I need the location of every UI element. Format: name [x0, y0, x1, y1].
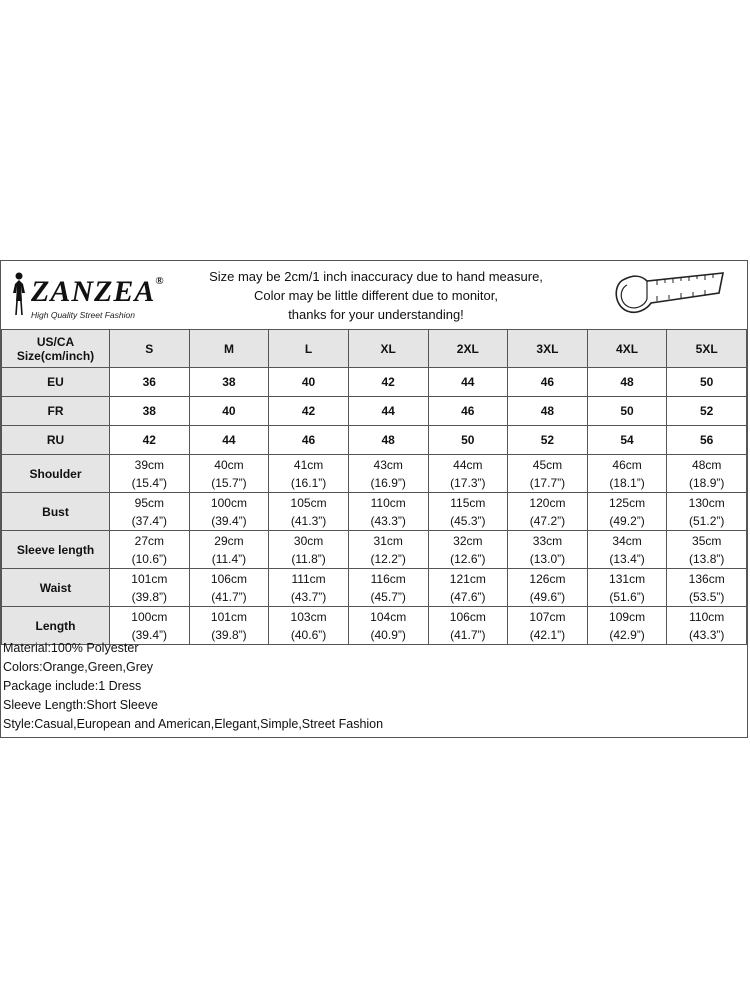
table-row — [2, 493, 747, 531]
cm-value: 130cm — [688, 495, 725, 510]
row-header-cell: EU — [2, 368, 110, 397]
inch-value: (53.5”) — [689, 589, 725, 604]
table-cell — [348, 531, 428, 569]
table-cell: 42 — [110, 426, 190, 455]
cm-value: 41cm — [293, 457, 324, 472]
table-cell — [508, 531, 588, 569]
notice-line: thanks for your understanding! — [288, 307, 464, 322]
inch-value: (17.7”) — [529, 475, 566, 490]
table-cell — [667, 607, 747, 645]
table-row — [2, 569, 747, 607]
table-cell: 44 — [348, 397, 428, 426]
row-header-cell: FR — [2, 397, 110, 426]
cm-value: 101cm — [210, 609, 247, 624]
brand-tagline: High Quality Street Fashion — [31, 310, 135, 320]
inch-value: (41.7”) — [450, 627, 486, 642]
size-header-cell: L — [269, 330, 349, 368]
brand-logo — [9, 271, 165, 320]
cm-value: 43cm — [373, 457, 403, 472]
inch-value: (15.4”) — [131, 475, 167, 490]
table-cell — [269, 493, 349, 531]
inch-value: (49.2”) — [609, 513, 645, 528]
cm-value: 40cm — [214, 457, 244, 472]
cm-value: 32cm — [453, 533, 483, 548]
inch-value: (12.6”) — [450, 551, 486, 566]
cm-value: 27cm — [134, 533, 164, 548]
cm-value: 107cm — [529, 609, 566, 624]
cm-value: 100cm — [210, 495, 247, 510]
table-cell — [269, 531, 349, 569]
inch-value: (42.1”) — [529, 627, 566, 642]
row-header-cell: Sleeve length — [2, 531, 110, 569]
table-cell — [667, 531, 747, 569]
table-cell: 48 — [508, 397, 588, 426]
inch-value: (15.7”) — [211, 475, 247, 490]
table-cell — [110, 531, 190, 569]
table-cell: 48 — [348, 426, 428, 455]
table-cell: 44 — [189, 426, 269, 455]
cm-value: 100cm — [131, 609, 168, 624]
inch-value: (45.3”) — [450, 513, 486, 528]
table-cell — [348, 455, 428, 493]
inch-value: (47.2”) — [529, 513, 566, 528]
table-cell — [428, 607, 508, 645]
measuring-tape-icon — [607, 265, 727, 325]
corner-label: US/CA — [36, 334, 75, 349]
table-cell — [110, 493, 190, 531]
table-row — [2, 531, 747, 569]
table-row — [2, 426, 747, 455]
size-chart — [0, 260, 748, 738]
chart-header — [1, 261, 747, 330]
table-cell: 38 — [189, 368, 269, 397]
table-cell — [269, 569, 349, 607]
table-row — [2, 330, 747, 368]
table-cell: 46 — [508, 368, 588, 397]
cm-value: 105cm — [290, 495, 327, 510]
table-cell: 46 — [269, 426, 349, 455]
corner-header-cell — [2, 330, 110, 368]
inch-value: (43.7”) — [290, 589, 327, 604]
inch-value: (45.7”) — [370, 589, 406, 604]
inch-value: (13.8”) — [689, 551, 725, 566]
table-cell: 42 — [348, 368, 428, 397]
table-cell — [508, 455, 588, 493]
cm-value: 136cm — [688, 571, 725, 586]
inch-value: (43.3”) — [370, 513, 406, 528]
table-cell — [428, 531, 508, 569]
cm-value: 30cm — [293, 533, 324, 548]
note-line: Material:100% Polyester — [3, 641, 139, 655]
table-cell — [587, 493, 667, 531]
table-cell — [667, 493, 747, 531]
row-header-cell: Waist — [2, 569, 110, 607]
product-notes — [3, 639, 383, 734]
table-cell: 36 — [110, 368, 190, 397]
cm-value: 103cm — [290, 609, 327, 624]
cm-value: 48cm — [692, 457, 722, 472]
cm-value: 44cm — [453, 457, 483, 472]
table-cell — [667, 455, 747, 493]
table-cell: 52 — [508, 426, 588, 455]
inch-value: (13.0”) — [529, 551, 566, 566]
cm-value: 35cm — [692, 533, 722, 548]
table-cell: 52 — [667, 397, 747, 426]
table-cell: 56 — [667, 426, 747, 455]
inch-value: (40.6”) — [290, 627, 327, 642]
table-row — [2, 397, 747, 426]
table-cell: 54 — [587, 426, 667, 455]
table-cell — [508, 607, 588, 645]
row-header-cell: Shoulder — [2, 455, 110, 493]
note-line: Sleeve Length:Short Sleeve — [3, 698, 158, 712]
inch-value: (51.2”) — [689, 513, 725, 528]
inch-value: (18.1”) — [609, 475, 645, 490]
table-cell — [587, 607, 667, 645]
cm-value: 29cm — [214, 533, 244, 548]
cm-value: 116cm — [370, 571, 406, 586]
inch-value: (41.7”) — [211, 589, 247, 604]
cm-value: 101cm — [131, 571, 168, 586]
size-header-cell: 2XL — [428, 330, 508, 368]
table-cell — [587, 569, 667, 607]
inch-value: (37.4”) — [131, 513, 167, 528]
cm-value: 131cm — [609, 571, 646, 586]
table-cell — [428, 455, 508, 493]
cm-value: 33cm — [532, 533, 563, 548]
cm-value: 126cm — [529, 571, 566, 586]
inch-value: (41.3”) — [290, 513, 327, 528]
table-cell: 50 — [667, 368, 747, 397]
table-cell: 40 — [189, 397, 269, 426]
table-cell: 42 — [269, 397, 349, 426]
table-cell — [189, 493, 269, 531]
cm-value: 110cm — [689, 609, 725, 624]
cm-value: 45cm — [532, 457, 563, 472]
size-header-cell: 5XL — [667, 330, 747, 368]
cm-value: 46cm — [612, 457, 642, 472]
row-header-cell: Bust — [2, 493, 110, 531]
inch-value: (51.6”) — [609, 589, 645, 604]
inch-value: (42.9”) — [609, 627, 645, 642]
table-cell — [189, 569, 269, 607]
cm-value: 109cm — [609, 609, 646, 624]
brand-name: ZANZEA® — [31, 275, 165, 308]
inch-value: (18.9”) — [689, 475, 725, 490]
table-cell — [508, 569, 588, 607]
cm-value: 115cm — [450, 495, 486, 510]
table-row — [2, 455, 747, 493]
inch-value: (39.8”) — [211, 627, 247, 642]
note-line: Package include:1 Dress — [3, 679, 142, 693]
table-cell — [189, 455, 269, 493]
size-header-cell: M — [189, 330, 269, 368]
table-cell — [110, 569, 190, 607]
cm-value: 104cm — [370, 609, 407, 624]
inch-value: (39.4”) — [211, 513, 247, 528]
row-header-cell: Length — [2, 607, 110, 645]
cm-value: 34cm — [612, 533, 642, 548]
notice-line: Color may be little different due to monitor, — [254, 288, 498, 303]
cm-value: 125cm — [609, 495, 646, 510]
cm-value: 39cm — [134, 457, 164, 472]
cm-value: 106cm — [449, 609, 486, 624]
size-header-cell: 3XL — [508, 330, 588, 368]
inch-value: (16.9”) — [370, 475, 406, 490]
cm-value: 111cm — [291, 571, 326, 586]
table-cell — [587, 531, 667, 569]
notice-line: Size may be 2cm/1 inch inaccuracy due to hand measure, — [209, 269, 543, 284]
inch-value: (39.8”) — [131, 589, 167, 604]
inch-value: (43.3”) — [689, 627, 725, 642]
inch-value: (13.4”) — [609, 551, 645, 566]
table-cell — [110, 455, 190, 493]
inch-value: (39.4”) — [131, 627, 167, 642]
table-cell — [587, 455, 667, 493]
table-cell — [269, 455, 349, 493]
size-header-cell: S — [110, 330, 190, 368]
inch-value: (47.6”) — [450, 589, 486, 604]
table-cell: 40 — [269, 368, 349, 397]
table-cell — [348, 569, 428, 607]
size-header-cell: XL — [348, 330, 428, 368]
inch-value: (49.6”) — [529, 589, 566, 604]
cm-value: 31cm — [373, 533, 403, 548]
table-cell — [428, 569, 508, 607]
table-cell: 44 — [428, 368, 508, 397]
cm-value: 106cm — [210, 571, 247, 586]
woman-silhouette-icon — [9, 271, 29, 317]
table-cell — [189, 531, 269, 569]
table-cell — [667, 569, 747, 607]
cm-value: 95cm — [134, 495, 164, 510]
table-cell — [428, 493, 508, 531]
inch-value: (16.1”) — [290, 475, 327, 490]
cm-value: 121cm — [449, 571, 486, 586]
size-header-cell: 4XL — [587, 330, 667, 368]
table-cell: 50 — [587, 397, 667, 426]
table-cell: 38 — [110, 397, 190, 426]
table-row — [2, 368, 747, 397]
table-cell — [508, 493, 588, 531]
row-header-cell: RU — [2, 426, 110, 455]
inch-value: (11.8”) — [291, 551, 326, 566]
inch-value: (11.4”) — [211, 551, 247, 566]
table-cell: 48 — [587, 368, 667, 397]
table-cell: 50 — [428, 426, 508, 455]
inch-value: (40.9”) — [370, 627, 406, 642]
table-cell — [348, 493, 428, 531]
table-cell: 46 — [428, 397, 508, 426]
cm-value: 110cm — [370, 495, 406, 510]
size-table — [1, 329, 747, 645]
note-line: Style:Casual,European and American,Elegant,Simple,Street Fashion — [3, 717, 384, 731]
note-line: Colors:Orange,Green,Grey — [3, 660, 154, 674]
disclaimer-notice — [181, 267, 571, 324]
corner-label: Size(cm/inch) — [16, 348, 95, 363]
inch-value: (10.6”) — [131, 551, 167, 566]
inch-value: (12.2”) — [370, 551, 406, 566]
inch-value: (17.3”) — [450, 475, 486, 490]
cm-value: 120cm — [529, 495, 566, 510]
